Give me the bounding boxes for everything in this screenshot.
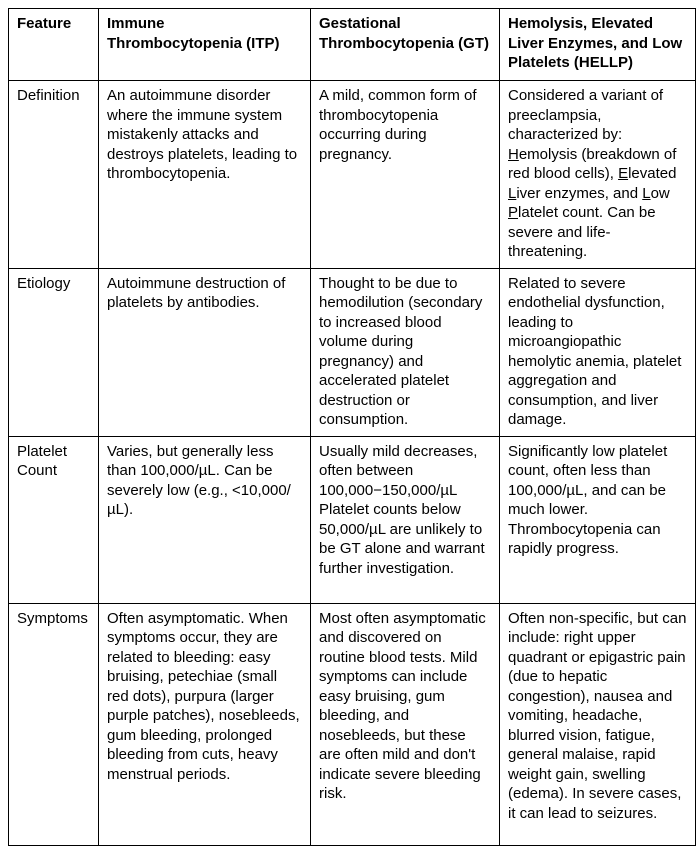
hellp-definition-l-rest: iver enzymes, and	[516, 184, 643, 202]
cell-symptoms-itp: Often asymptomatic. When symptoms occur, they are related to bleeding: easy bruising, petechiae (small red dots), purpura (larger purple patches), nosebleeds, gum bleeding, prolonged bleeding from cuts, heavy menstrual periods.	[99, 603, 311, 845]
header-itp: Immune Thrombocytopenia (ITP)	[99, 9, 311, 81]
row-label-definition: Definition	[9, 81, 99, 269]
cell-platelet-count-hellp: Significantly low platelet count, often less than 100,000/µL, and can be much lower. Thrombocytopenia can rapidly progress.	[500, 436, 696, 603]
row-label-symptoms: Symptoms	[9, 603, 99, 845]
hellp-definition-low-rest: ow	[650, 184, 670, 202]
cell-platelet-count-itp: Varies, but generally less than 100,000/µL. Can be severely low (e.g., <10,000/µL).	[99, 436, 311, 603]
cell-symptoms-hellp: Often non-specific, but can include: right upper quadrant or epigastric pain (due to hepatic congestion), nausea and vomiting, headache, blurred vision, fatigue, general malaise, rapid weight gain, swelling (edema). In severe cases, it can lead to seizures.	[500, 603, 696, 845]
comparison-table	[8, 8, 696, 846]
table-row-platelet-count	[9, 436, 696, 603]
cell-definition-gt: A mild, common form of thrombocytopenia occurring during pregnancy.	[311, 81, 500, 269]
row-label-platelet-count: Platelet Count	[9, 436, 99, 603]
acronym-letter-h: H	[508, 145, 519, 163]
row-label-etiology: Etiology	[9, 268, 99, 436]
acronym-letter-l: L	[508, 184, 517, 202]
table-row-etiology	[9, 268, 696, 436]
table-row-symptoms	[9, 603, 696, 845]
header-gt: Gestational Thrombocytopenia (GT)	[311, 9, 500, 81]
hellp-definition-intro: Considered a variant of preeclampsia, characterized by:	[508, 87, 664, 143]
acronym-letter-low: L	[642, 184, 651, 202]
table-row-definition	[9, 81, 696, 269]
header-hellp: Hemolysis, Elevated Liver Enzymes, and Low Platelets (HELLP)	[500, 9, 696, 81]
hellp-definition-h-rest: emolysis (breakdown of red blood cells),	[508, 145, 677, 182]
acronym-letter-p: P	[508, 204, 519, 221]
header-row	[9, 9, 696, 81]
cell-etiology-itp: Autoimmune destruction of platelets by antibodies.	[99, 268, 311, 436]
cell-etiology-gt: Thought to be due to hemodilution (secondary to increased blood volume during pregnancy) and accelerated platelet destruction or consumption.	[311, 268, 500, 436]
cell-platelet-count-gt: Usually mild decreases, often between 100,000−150,000/µL Platelet counts below 50,000/µL are unlikely to be GT alone and warrant further investigation.	[311, 436, 500, 603]
cell-definition-itp: An autoimmune disorder where the immune system mistakenly attacks and destroys platelets, leading to thrombocytopenia.	[99, 81, 311, 269]
cell-etiology-hellp: Related to severe endothelial dysfunction, leading to microangiopathic hemolytic anemia, platelet aggregation and consumption, and liver damage.	[500, 268, 696, 436]
cell-symptoms-gt: Most often asymptomatic and discovered on routine blood tests. Mild symptoms can include easy bruising, gum bleeding, and nosebleeds, but these are often mild and don't indicate severe bleeding risk.	[311, 603, 500, 845]
header-feature: Feature	[9, 9, 99, 81]
hellp-definition-p-rest: latelet count. Can be severe and life-threatening.	[508, 204, 656, 260]
hellp-definition-e-rest: levated	[628, 165, 677, 182]
cell-definition-hellp	[500, 81, 696, 269]
acronym-letter-e: E	[618, 165, 629, 182]
